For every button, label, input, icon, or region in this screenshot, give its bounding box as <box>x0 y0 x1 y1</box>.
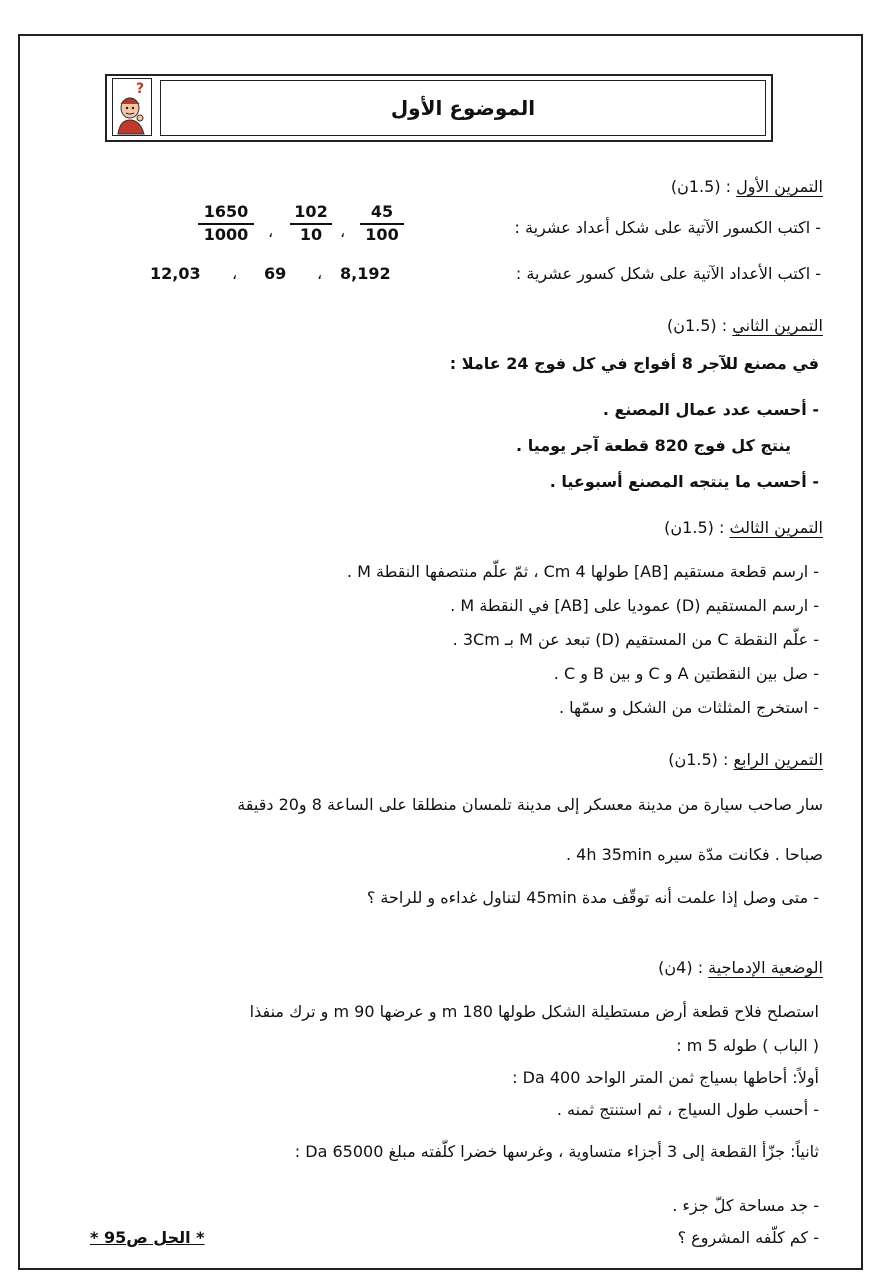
ex1-heading: التمرين الأول <box>736 177 823 196</box>
svg-text:?: ? <box>136 81 145 97</box>
integration-heading-line <box>658 958 823 978</box>
fraction-3 <box>198 202 254 244</box>
ex3-q3: - علّم النقطة C من المستقيم (D) تبعد عن M بـ 3Cm . <box>452 630 819 649</box>
integration-q3: - كم كلّفه المشروع ؟ <box>677 1228 819 1247</box>
integration-q1: - أحسب طول السياج ، ثم استنتج ثمنه . <box>556 1100 819 1119</box>
fraction-separator: ، <box>340 222 346 241</box>
fraction-3-denominator: 1000 <box>203 225 249 244</box>
ex4-heading: التمرين الرابع <box>733 750 823 769</box>
solution-reference: * الحل ص95 * <box>90 1228 205 1247</box>
integration-points: : (4ن) <box>658 958 704 977</box>
ex2-q1: - أحسب عدد عمال المصنع . <box>602 400 819 419</box>
ex2-intro: في مصنع للآجر 8 أفواج في كل فوج 24 عاملا : <box>449 354 819 373</box>
ex2-points: : (1.5ن) <box>666 316 728 335</box>
fraction-separator: ، <box>268 222 274 241</box>
ex2-info: ينتج كل فوج 820 قطعة آجر يوميا . <box>516 436 791 455</box>
ex3-points: : (1.5ن) <box>664 518 725 537</box>
number-1: 8,192 <box>340 264 391 283</box>
integration-heading: الوضعية الإدماجية <box>708 958 823 977</box>
ex1-item2: - اكتب الأعداد الآتية على شكل كسور عشرية : <box>515 264 821 283</box>
fraction-3-numerator: 1650 <box>203 202 249 221</box>
ex3-heading-line <box>664 518 823 538</box>
number-separator: ، <box>317 264 323 283</box>
number-2: 69 <box>264 264 287 283</box>
ex4-heading-line <box>668 750 823 770</box>
ex1-points: : (1.5ن) <box>670 177 732 196</box>
integration-line1: استصلح فلاح قطعة أرض مستطيلة الشكل طولها 180 m و عرضها 90 m و ترك منفذا <box>249 1002 819 1021</box>
fraction-1-numerator: 45 <box>370 202 394 221</box>
ex3-heading: التمرين الثالث <box>729 518 823 537</box>
ex4-line1: سار صاحب سيارة من مدينة معسكر إلى مدينة تلمسان منطلقا على الساعة 8 و20 دقيقة <box>237 795 823 814</box>
ex3-q4: - صل بين النقطتين A و C و بين B و C . <box>553 664 819 683</box>
ex1-item1: - اكتب الكسور الآتية على شكل أعداد عشرية : <box>514 218 821 237</box>
integration-q2: - جد مساحة كلّ جزء . <box>672 1196 819 1215</box>
fraction-1-denominator: 100 <box>365 225 399 244</box>
ex2-q2: - أحسب ما ينتجه المصنع أسبوعيا . <box>549 472 819 491</box>
fraction-1 <box>360 202 404 244</box>
ex3-q5: - استخرج المثلثات من الشكل و سمّها . <box>558 698 819 717</box>
number-separator: ، <box>232 264 238 283</box>
number-3: 12,03 <box>150 264 201 283</box>
ex3-q2: - ارسم المستقيم (D) عموديا على [AB] في النقطة M . <box>450 596 819 615</box>
fraction-2-denominator: 10 <box>299 225 323 244</box>
ex3-q1: - ارسم قطعة مستقيم [AB] طولها 4 Cm ، ثمّ علّم منتصفها النقطة M . <box>346 562 819 581</box>
integration-line2: ( الباب ) طوله 5 m : <box>676 1036 819 1055</box>
fraction-2 <box>290 202 332 244</box>
integration-first: أولاً: أحاطها بسياج ثمن المتر الواحد 400 Da : <box>512 1068 819 1087</box>
page-title: الموضوع الأول <box>390 96 536 120</box>
ex4-points: : (1.5ن) <box>668 750 729 769</box>
ex1-heading-line <box>671 177 823 197</box>
ex4-q1: - متى وصل إذا علمت أنه توقّف مدة 45min لتناول غداءه و للراحة ؟ <box>366 888 819 907</box>
ex2-heading-line <box>667 316 823 336</box>
thinking-person-icon <box>112 78 152 136</box>
ex2-heading: التمرين الثاني <box>732 316 823 335</box>
ex4-line2: صباحا . فكانت مدّة سيره 4h 35min . <box>566 845 823 864</box>
integration-second: ثانياً: جزّأ القطعة إلى 3 أجزاء متساوية ، وغرسها خضرا كلّفته مبلغ 65000 Da : <box>294 1142 819 1161</box>
fraction-2-numerator: 102 <box>294 202 328 221</box>
